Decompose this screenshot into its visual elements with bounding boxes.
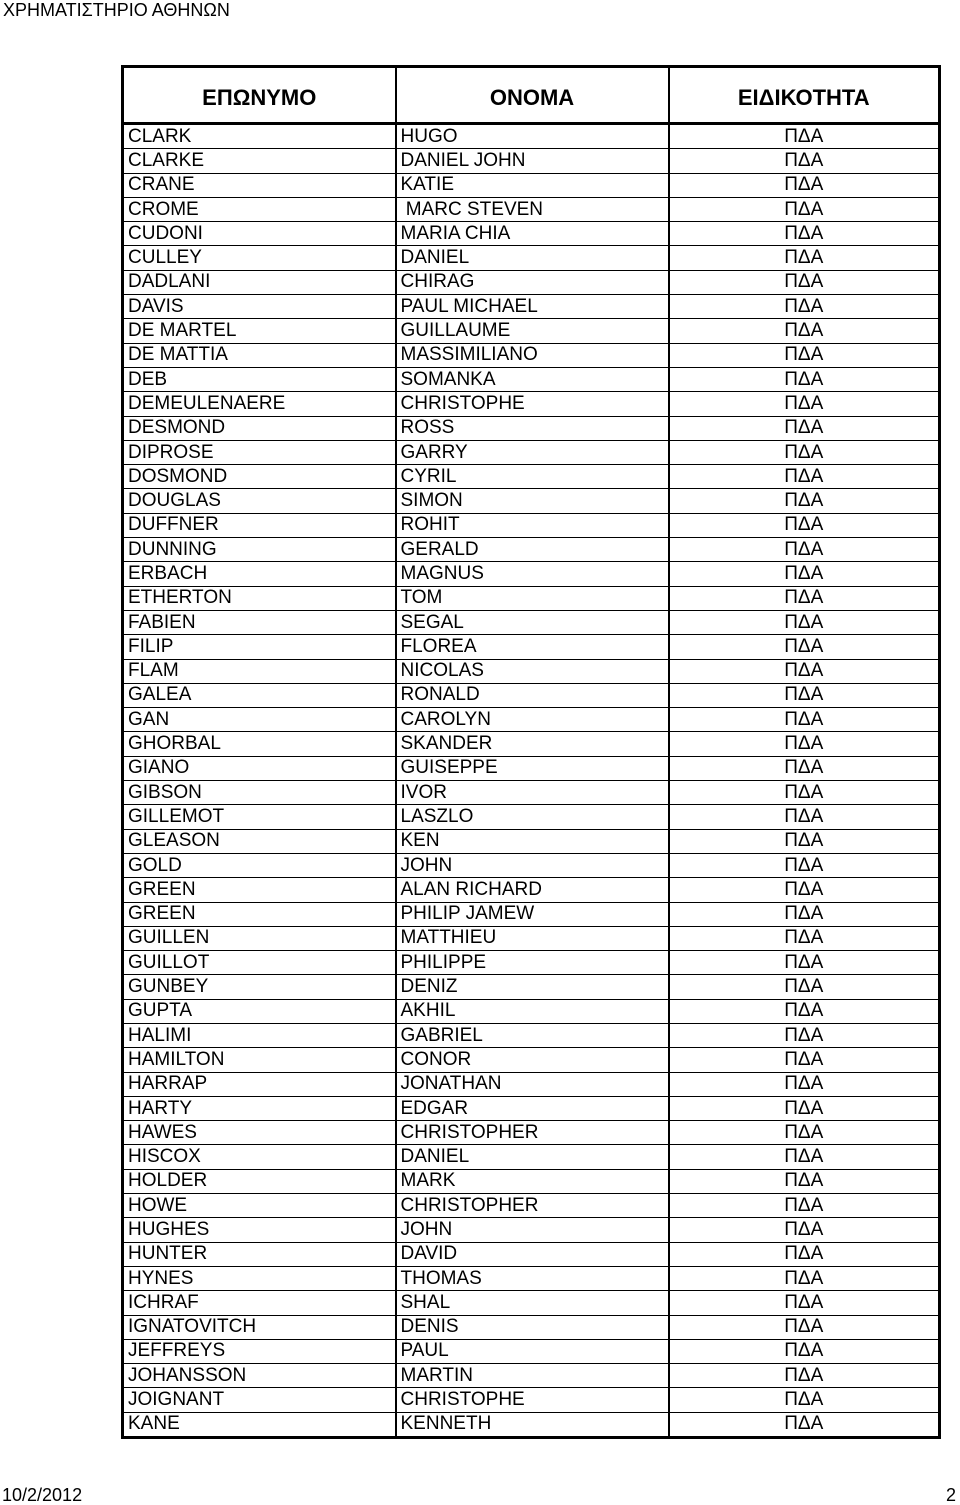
firstname-cell: KENNETH	[396, 1412, 669, 1437]
table-row	[123, 392, 940, 416]
specialty-cell: ΠΔΑ	[669, 756, 940, 780]
firstname-cell: MAGNUS	[396, 562, 669, 586]
table-row	[123, 538, 940, 562]
firstname-cell: SIMON	[396, 489, 669, 513]
specialty-cell: ΠΔΑ	[669, 635, 940, 659]
firstname-cell: MARK	[396, 1169, 669, 1193]
specialty-cell: ΠΔΑ	[669, 951, 940, 975]
table-row	[123, 829, 940, 853]
firstname-cell: NICOLAS	[396, 659, 669, 683]
table-row	[123, 295, 940, 319]
specialty-cell: ΠΔΑ	[669, 1291, 940, 1315]
surname-cell: HARRAP	[123, 1072, 396, 1096]
column-header-surname: ΕΠΩΝΥΜΟ	[123, 67, 396, 124]
table-header	[123, 67, 940, 124]
table-row	[123, 173, 940, 197]
table-row	[123, 197, 940, 221]
specialty-cell: ΠΔΑ	[669, 1315, 940, 1339]
firstname-cell: TOM	[396, 586, 669, 610]
table-row	[123, 805, 940, 829]
table-row	[123, 367, 940, 391]
firstname-cell: SEGAL	[396, 610, 669, 634]
firstname-cell: CHIRAG	[396, 270, 669, 294]
table-row	[123, 270, 940, 294]
firstname-cell: EDGAR	[396, 1096, 669, 1120]
specialty-cell: ΠΔΑ	[669, 829, 940, 853]
specialty-cell: ΠΔΑ	[669, 610, 940, 634]
specialty-cell: ΠΔΑ	[669, 975, 940, 999]
firstname-cell: THOMAS	[396, 1266, 669, 1290]
surname-cell: GREEN	[123, 902, 396, 926]
surname-cell: ETHERTON	[123, 586, 396, 610]
table-row	[123, 1364, 940, 1388]
firstname-cell: FLOREA	[396, 635, 669, 659]
specialty-cell: ΠΔΑ	[669, 878, 940, 902]
specialty-cell: ΠΔΑ	[669, 1145, 940, 1169]
surname-cell: DUFFNER	[123, 513, 396, 537]
table-row	[123, 416, 940, 440]
table-row	[123, 1412, 940, 1437]
specialty-cell: ΠΔΑ	[669, 173, 940, 197]
surname-cell: DE MARTEL	[123, 319, 396, 343]
firstname-cell: IVOR	[396, 781, 669, 805]
specialty-cell: ΠΔΑ	[669, 1412, 940, 1437]
specialty-cell: ΠΔΑ	[669, 1242, 940, 1266]
firstname-cell: GERALD	[396, 538, 669, 562]
table-row	[123, 246, 940, 270]
surname-cell: IGNATOVITCH	[123, 1315, 396, 1339]
firstname-cell: JOHN	[396, 853, 669, 877]
surname-cell: GUPTA	[123, 999, 396, 1023]
specialty-cell: ΠΔΑ	[669, 465, 940, 489]
specialty-cell: ΠΔΑ	[669, 781, 940, 805]
table-row	[123, 781, 940, 805]
table-row	[123, 1266, 940, 1290]
specialty-cell: ΠΔΑ	[669, 343, 940, 367]
firstname-cell: KEN	[396, 829, 669, 853]
table-row	[123, 1072, 940, 1096]
firstname-cell: RONALD	[396, 683, 669, 707]
firstname-cell: DANIEL JOHN	[396, 149, 669, 173]
table-row	[123, 732, 940, 756]
specialty-cell: ΠΔΑ	[669, 416, 940, 440]
firstname-cell: DAVID	[396, 1242, 669, 1266]
specialty-cell: ΠΔΑ	[669, 1339, 940, 1363]
surname-cell: DADLANI	[123, 270, 396, 294]
specialty-cell: ΠΔΑ	[669, 1072, 940, 1096]
table-row	[123, 708, 940, 732]
firstname-cell: ROHIT	[396, 513, 669, 537]
firstname-cell: DENIZ	[396, 975, 669, 999]
specialty-cell: ΠΔΑ	[669, 1096, 940, 1120]
specialty-cell: ΠΔΑ	[669, 902, 940, 926]
firstname-cell: GUILLAUME	[396, 319, 669, 343]
firstname-cell: CYRIL	[396, 465, 669, 489]
specialty-cell: ΠΔΑ	[669, 805, 940, 829]
table-row	[123, 999, 940, 1023]
surname-cell: KANE	[123, 1412, 396, 1437]
surname-cell: FABIEN	[123, 610, 396, 634]
specialty-cell: ΠΔΑ	[669, 926, 940, 950]
table-row	[123, 1169, 940, 1193]
specialty-cell: ΠΔΑ	[669, 197, 940, 221]
firstname-cell: CHRISTOPHE	[396, 1388, 669, 1412]
firstname-cell: SKANDER	[396, 732, 669, 756]
table-body	[123, 124, 940, 1438]
firstname-cell: SHAL	[396, 1291, 669, 1315]
surname-cell: HUGHES	[123, 1218, 396, 1242]
table-row	[123, 610, 940, 634]
specialty-cell: ΠΔΑ	[669, 1218, 940, 1242]
surname-cell: GALEA	[123, 683, 396, 707]
surname-cell: FLAM	[123, 659, 396, 683]
surname-cell: HOWE	[123, 1194, 396, 1218]
table-row	[123, 1388, 940, 1412]
firstname-cell: PHILIP JAMEW	[396, 902, 669, 926]
table-row	[123, 562, 940, 586]
table-row	[123, 1315, 940, 1339]
specialty-cell: ΠΔΑ	[669, 392, 940, 416]
specialty-cell: ΠΔΑ	[669, 367, 940, 391]
specialty-cell: ΠΔΑ	[669, 246, 940, 270]
surname-cell: CLARKE	[123, 149, 396, 173]
table-row	[123, 853, 940, 877]
firstname-cell: MASSIMILIANO	[396, 343, 669, 367]
footer-date: 10/2/2012	[2, 1485, 83, 1505]
specialty-cell: ΠΔΑ	[669, 586, 940, 610]
surname-cell: HAWES	[123, 1121, 396, 1145]
table-row	[123, 1194, 940, 1218]
firstname-cell: AKHIL	[396, 999, 669, 1023]
specialty-cell: ΠΔΑ	[669, 489, 940, 513]
surname-cell: DESMOND	[123, 416, 396, 440]
surname-cell: CROME	[123, 197, 396, 221]
surname-cell: JOHANSSON	[123, 1364, 396, 1388]
specialty-cell: ΠΔΑ	[669, 1266, 940, 1290]
table-row	[123, 1242, 940, 1266]
table-row	[123, 1218, 940, 1242]
footer-page-number: 2	[945, 1485, 956, 1505]
surname-cell: DEB	[123, 367, 396, 391]
specialty-cell: ΠΔΑ	[669, 708, 940, 732]
firstname-cell: MARC STEVEN	[396, 197, 669, 221]
surname-cell: HISCOX	[123, 1145, 396, 1169]
table-row	[123, 1145, 940, 1169]
firstname-cell: MATTHIEU	[396, 926, 669, 950]
surname-cell: HARTY	[123, 1096, 396, 1120]
specialty-cell: ΠΔΑ	[669, 999, 940, 1023]
table-row	[123, 1291, 940, 1315]
surname-cell: GREEN	[123, 878, 396, 902]
table-row	[123, 975, 940, 999]
specialty-cell: ΠΔΑ	[669, 732, 940, 756]
surname-cell: HOLDER	[123, 1169, 396, 1193]
firstname-cell: DENIS	[396, 1315, 669, 1339]
specialty-cell: ΠΔΑ	[669, 1023, 940, 1047]
specialty-cell: ΠΔΑ	[669, 853, 940, 877]
firstname-cell: MARTIN	[396, 1364, 669, 1388]
column-header-specialty: ΕΙΔΙΚΟΤΗΤΑ	[669, 67, 940, 124]
surname-cell: CRANE	[123, 173, 396, 197]
firstname-cell: GARRY	[396, 440, 669, 464]
specialty-cell: ΠΔΑ	[669, 270, 940, 294]
firstname-cell: KATIE	[396, 173, 669, 197]
firstname-cell: LASZLO	[396, 805, 669, 829]
specialty-cell: ΠΔΑ	[669, 222, 940, 246]
specialty-cell: ΠΔΑ	[669, 1194, 940, 1218]
firstname-cell: DANIEL	[396, 1145, 669, 1169]
surname-cell: DOUGLAS	[123, 489, 396, 513]
table-row	[123, 343, 940, 367]
table-row	[123, 902, 940, 926]
surname-cell: DEMEULENAERE	[123, 392, 396, 416]
specialty-cell: ΠΔΑ	[669, 295, 940, 319]
specialty-cell: ΠΔΑ	[669, 683, 940, 707]
firstname-cell: CHRISTOPHER	[396, 1194, 669, 1218]
surname-cell: DUNNING	[123, 538, 396, 562]
surname-cell: CLARK	[123, 124, 396, 149]
specialty-cell: ΠΔΑ	[669, 1048, 940, 1072]
firstname-cell: PHILIPPE	[396, 951, 669, 975]
firstname-cell: PAUL	[396, 1339, 669, 1363]
firstname-cell: JONATHAN	[396, 1072, 669, 1096]
specialty-cell: ΠΔΑ	[669, 513, 940, 537]
page-header-title: ΧΡΗΜΑΤΙΣΤΗΡΙΟ ΑΘΗΝΩΝ	[3, 0, 230, 20]
surname-cell: DAVIS	[123, 295, 396, 319]
header-row	[123, 67, 940, 124]
specialty-cell: ΠΔΑ	[669, 149, 940, 173]
surname-cell: HYNES	[123, 1266, 396, 1290]
surname-cell: GAN	[123, 708, 396, 732]
surname-cell: GOLD	[123, 853, 396, 877]
surname-cell: ERBACH	[123, 562, 396, 586]
specialty-cell: ΠΔΑ	[669, 562, 940, 586]
surname-cell: GIANO	[123, 756, 396, 780]
surname-cell: HAMILTON	[123, 1048, 396, 1072]
table-row	[123, 513, 940, 537]
surname-cell: GLEASON	[123, 829, 396, 853]
surname-cell: JEFFREYS	[123, 1339, 396, 1363]
surname-cell: GUNBEY	[123, 975, 396, 999]
surname-cell: GUILLEN	[123, 926, 396, 950]
firstname-cell: CAROLYN	[396, 708, 669, 732]
specialty-cell: ΠΔΑ	[669, 1364, 940, 1388]
table-row	[123, 319, 940, 343]
firstname-cell: PAUL MICHAEL	[396, 295, 669, 319]
firstname-cell: SOMANKA	[396, 367, 669, 391]
column-header-firstname: ΟΝΟΜΑ	[396, 67, 669, 124]
table-row	[123, 1339, 940, 1363]
table-row	[123, 683, 940, 707]
table-row	[123, 878, 940, 902]
table-row	[123, 465, 940, 489]
table-row	[123, 1121, 940, 1145]
surname-cell: DE MATTIA	[123, 343, 396, 367]
table-row	[123, 1023, 940, 1047]
table-row	[123, 926, 940, 950]
table-row	[123, 756, 940, 780]
firstname-cell: GUISEPPE	[396, 756, 669, 780]
firstname-cell: HUGO	[396, 124, 669, 149]
table-row	[123, 1096, 940, 1120]
specialty-cell: ΠΔΑ	[669, 440, 940, 464]
specialty-cell: ΠΔΑ	[669, 1121, 940, 1145]
table-row	[123, 149, 940, 173]
surname-cell: DOSMOND	[123, 465, 396, 489]
table-row	[123, 659, 940, 683]
surname-cell: GILLEMOT	[123, 805, 396, 829]
table-row	[123, 124, 940, 149]
specialty-cell: ΠΔΑ	[669, 659, 940, 683]
table-row	[123, 489, 940, 513]
specialty-cell: ΠΔΑ	[669, 124, 940, 149]
specialty-cell: ΠΔΑ	[669, 1169, 940, 1193]
firstname-cell: GABRIEL	[396, 1023, 669, 1047]
firstname-cell: ALAN RICHARD	[396, 878, 669, 902]
surname-cell: CULLEY	[123, 246, 396, 270]
surname-cell: GIBSON	[123, 781, 396, 805]
surname-cell: GHORBAL	[123, 732, 396, 756]
surname-cell: DIPROSE	[123, 440, 396, 464]
firstname-cell: CHRISTOPHER	[396, 1121, 669, 1145]
table-row	[123, 222, 940, 246]
firstname-cell: CHRISTOPHE	[396, 392, 669, 416]
table-row	[123, 951, 940, 975]
firstname-cell: ROSS	[396, 416, 669, 440]
table-row	[123, 586, 940, 610]
table-row	[123, 1048, 940, 1072]
surname-cell: FILIP	[123, 635, 396, 659]
surname-cell: JOIGNANT	[123, 1388, 396, 1412]
specialty-cell: ΠΔΑ	[669, 319, 940, 343]
firstname-cell: MARIA CHIA	[396, 222, 669, 246]
surname-cell: HUNTER	[123, 1242, 396, 1266]
specialty-cell: ΠΔΑ	[669, 1388, 940, 1412]
surname-cell: GUILLOT	[123, 951, 396, 975]
firstname-cell: JOHN	[396, 1218, 669, 1242]
table-row	[123, 635, 940, 659]
surname-cell: ICHRAF	[123, 1291, 396, 1315]
table-row	[123, 440, 940, 464]
surname-cell: HALIMI	[123, 1023, 396, 1047]
specialty-cell: ΠΔΑ	[669, 538, 940, 562]
firstname-cell: CONOR	[396, 1048, 669, 1072]
surname-cell: CUDONI	[123, 222, 396, 246]
roster-table	[121, 65, 941, 1439]
firstname-cell: DANIEL	[396, 246, 669, 270]
